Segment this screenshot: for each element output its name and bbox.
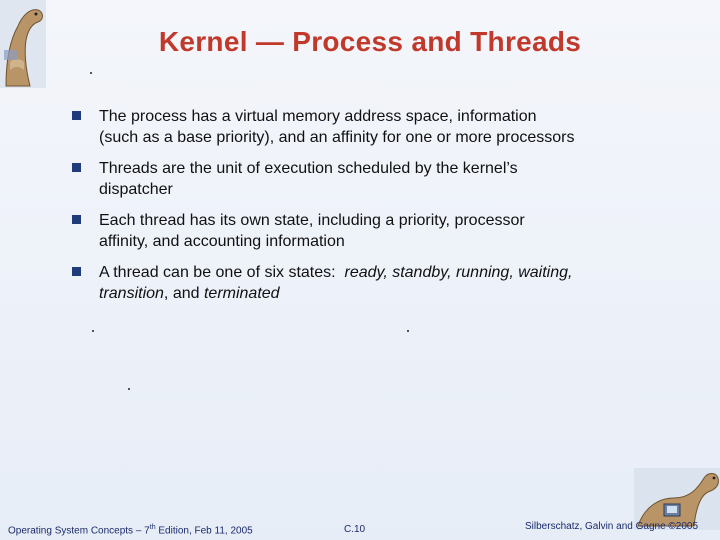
stray-dot: [407, 330, 409, 332]
thread-state-terminated: terminated: [203, 285, 280, 302]
bullet-item: [72, 106, 672, 148]
stray-dot: [128, 388, 130, 390]
bullet-text: A thread can be one of six states:: [99, 264, 336, 281]
bullet-text: dispatcher: [99, 181, 173, 198]
bullet-item: [72, 158, 672, 200]
footer-book-title-text: Operating System Concepts – 7: [8, 525, 150, 537]
bullet-text: The process has a virtual memory address space, information: [99, 108, 537, 125]
stray-dot: [92, 330, 94, 332]
footer-copyright: Silberschatz, Galvin and Gagne ©2005: [525, 521, 699, 532]
square-bullet-icon: [72, 163, 81, 172]
bullet-list: [72, 106, 672, 314]
thread-state-transition: transition: [99, 285, 164, 302]
bullet-item: [72, 210, 672, 252]
square-bullet-icon: [72, 215, 81, 224]
slide-title: [0, 26, 720, 58]
square-bullet-icon: [72, 111, 81, 120]
slide-number: C.10: [344, 524, 366, 535]
bullet-item: [72, 262, 672, 304]
slide-title-text: Kernel — Process and Threads: [158, 26, 582, 57]
bullet-text: affinity, and accounting information: [99, 233, 345, 250]
footer-edition-sup: th: [149, 524, 156, 531]
stray-dot: [90, 72, 92, 74]
bullet-text: Threads are the unit of execution scheduled by the kernel’s: [99, 160, 518, 177]
bullet-text: , and: [163, 285, 200, 302]
footer-book-title: [8, 524, 253, 536]
footer-edition-date: Edition, Feb 11, 2005: [155, 525, 253, 537]
bullet-text: (such as a base priority), and an affinity for one or more processors: [99, 129, 575, 146]
bullet-text: Each thread has its own state, including a priority, processor: [99, 212, 525, 229]
square-bullet-icon: [72, 267, 81, 276]
thread-states-text: ready, standby, running, waiting,: [344, 264, 573, 281]
